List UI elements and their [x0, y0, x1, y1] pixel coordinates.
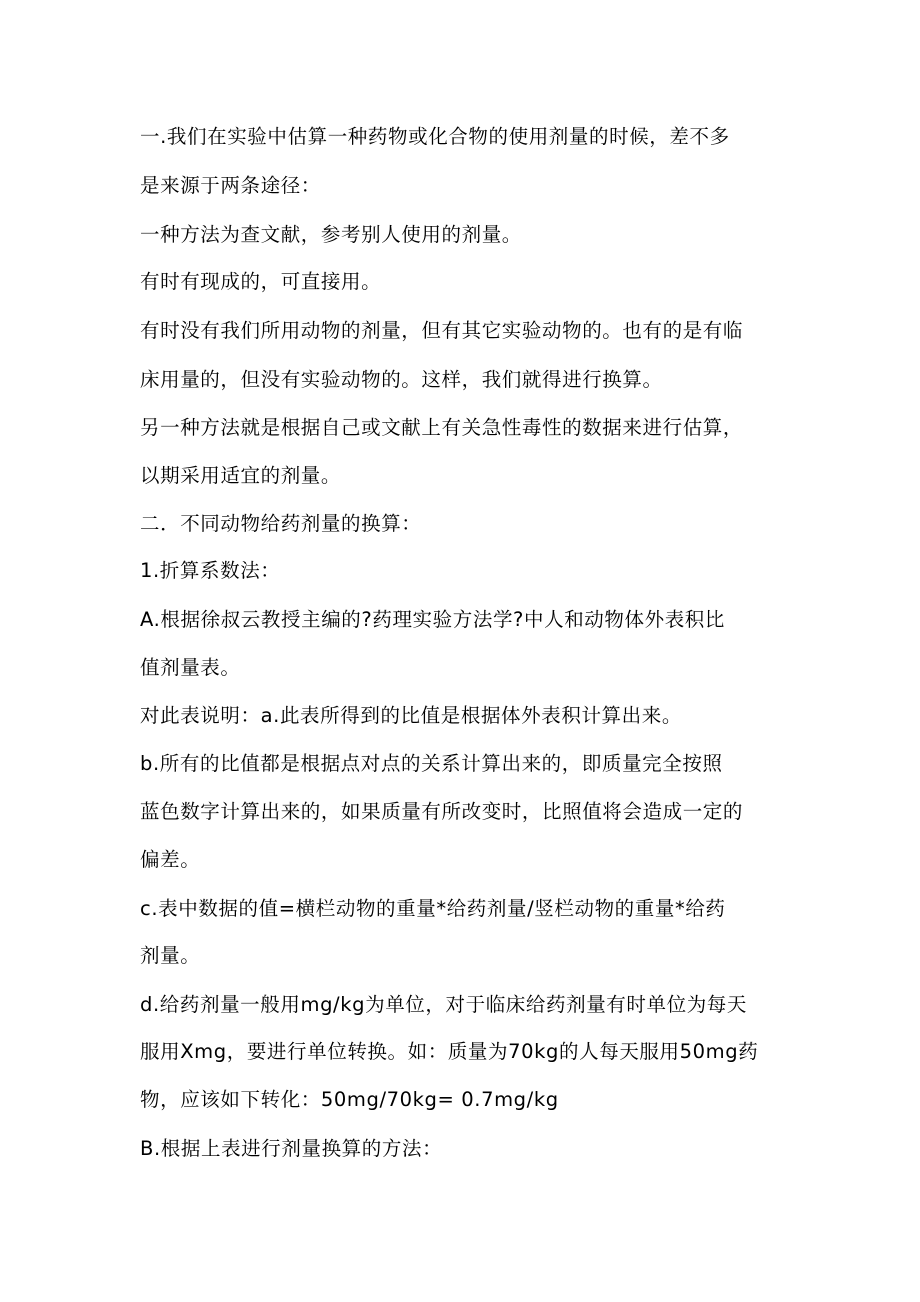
text-line-2: 是来源于两条途径：: [140, 174, 321, 197]
text-line-17: c.表中数据的值=横栏动物的重量*给药剂量/竖栏动物的重量*给药: [140, 897, 726, 920]
text-line-6: 床用量的，但没有实验动物的。这样，我们就得进行换算。: [140, 368, 663, 391]
text-line-4: 有时有现成的，可直接用。: [140, 270, 382, 293]
text-line-16: 偏差。: [140, 848, 201, 871]
text-line-14: b.所有的比值都是根据点对点的关系计算出来的，即质量完全按照: [140, 752, 723, 775]
text-line-10: 1.折算系数法：: [140, 559, 281, 582]
text-line-22: B.根据上表进行剂量换算的方法：: [140, 1137, 443, 1160]
text-line-5: 有时没有我们所用动物的剂量，但有其它实验动物的。也有的是有临: [140, 319, 744, 342]
text-line-21: 物，应该如下转化：50mg/70kg= 0.7mg/kg: [140, 1088, 559, 1111]
text-line-9: 二．不同动物给药剂量的换算：: [140, 512, 422, 535]
text-line-12: 值剂量表。: [140, 656, 241, 679]
text-line-11: A.根据徐叔云教授主编的?药理实验方法学?中人和动物体外表积比: [140, 608, 725, 631]
text-line-20: 服用Xmg，要进行单位转换。如：质量为70kg的人每天服用50mg药: [140, 1040, 759, 1063]
text-line-19: d.给药剂量一般用mg/kg为单位，对于临床给药剂量有时单位为每天: [140, 993, 747, 1016]
text-line-1: 一.我们在实验中估算一种药物或化合物的使用剂量的时候，差不多: [140, 125, 730, 148]
text-line-8: 以期采用适宜的剂量。: [140, 464, 342, 487]
text-line-3: 一种方法为查文献，参考别人使用的剂量。: [140, 223, 522, 246]
text-line-18: 剂量。: [140, 944, 201, 967]
text-line-15: 蓝色数字计算出来的，如果质量有所改变时，比照值将会造成一定的: [140, 800, 744, 823]
text-line-7: 另一种方法就是根据自己或文献上有关急性毒性的数据来进行估算，: [140, 416, 744, 439]
text-line-13: 对此表说明：a.此表所得到的比值是根据体外表积计算出来。: [140, 704, 682, 727]
